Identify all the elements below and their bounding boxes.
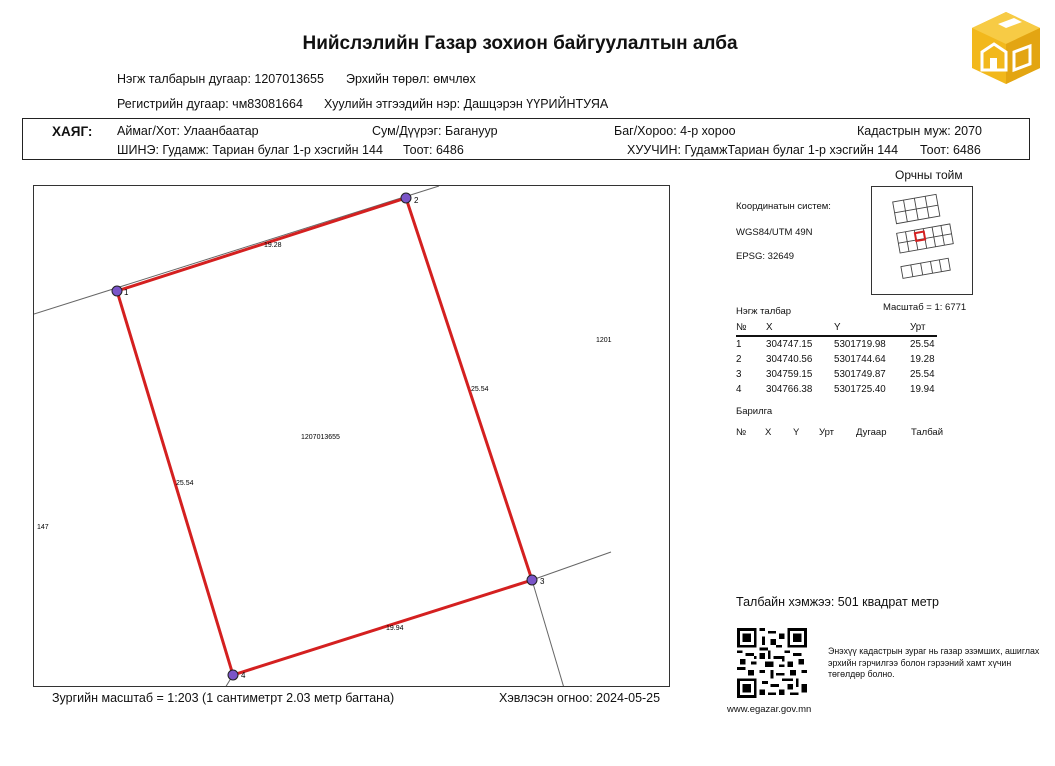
cell-no: 3 [736, 369, 742, 380]
parcel-id-label: 1207013655 [301, 434, 340, 441]
neighbor-parcel-label: 147 [37, 524, 49, 531]
address-cadastral-zone: Кадастрын муж: 2070 [857, 124, 983, 138]
address-old-toot: Тоот: 6486 [920, 143, 981, 157]
right-type: Эрхийн төрөл: өмчлөх [346, 72, 476, 86]
table-row [736, 352, 937, 367]
epsg-code: EPSG: 32649 [736, 251, 795, 262]
table-header: X [765, 427, 772, 438]
cell-no: 2 [736, 354, 742, 365]
overview-minimap-drawing [872, 187, 972, 294]
edge-length-2-3: 25.54 [471, 386, 489, 393]
address-label: ХАЯГ: [52, 124, 93, 139]
cell-y: 5301725.40 [834, 384, 886, 395]
vertex-marker-3 [527, 575, 537, 585]
minimap-title: Орчны тойм [895, 168, 963, 182]
vertex-marker-4 [228, 670, 238, 680]
parcel-drawing [34, 186, 670, 687]
cell-y: 5301744.64 [834, 354, 886, 365]
address-aimag: Аймаг/Хот: Улаанбаатар [117, 124, 259, 138]
parcel-section-title: Нэгж талбар [736, 306, 792, 317]
egazar-logo-icon [968, 8, 1044, 88]
address-new-toot: Тоот: 6486 [403, 143, 464, 157]
table-row [736, 336, 937, 352]
cell-y: 5301719.98 [834, 339, 886, 350]
cell-x: 304766.38 [766, 384, 813, 395]
address-bag: Баг/Хороо: 4-р хороо [614, 124, 736, 138]
table-row [736, 382, 937, 397]
qr-code-icon [737, 628, 807, 698]
parcel-number: Нэгж талбарын дугаар: 1207013655 [117, 72, 324, 86]
cell-no: 4 [736, 384, 742, 395]
address-new: ШИНЭ: Гудамж: Тариан булаг 1-р хэсгийн 144 [117, 143, 383, 157]
neighbor-boundary-line [532, 580, 564, 687]
print-date: Хэвлэсэн огноо: 2024-05-25 [499, 691, 661, 705]
page-title: Нийслэлийн Газар зохион байгуулалтын алба [302, 33, 738, 54]
map-scale-text: Зургийн масштаб = 1:203 (1 сантиметрт 2.03 метр багтана) [52, 691, 395, 705]
cadastral-map [33, 185, 670, 687]
edge-length-3-4: 19.94 [386, 625, 404, 632]
table-header: № [736, 427, 747, 438]
table-header: X [766, 322, 773, 333]
table-header: Дугаар [856, 427, 887, 438]
coord-system-value: WGS84/UTM 49N [736, 227, 813, 238]
cell-length: 25.54 [910, 339, 935, 350]
vertex-marker-1 [112, 286, 122, 296]
table-row [736, 367, 937, 382]
vertex-marker-2 [401, 193, 411, 203]
edge-length-1-2: 19.28 [264, 242, 282, 249]
cell-no: 1 [736, 339, 742, 350]
neighbor-boundary-line [34, 186, 439, 314]
coord-system-label: Координатын систем: [736, 201, 831, 212]
address-old: ХУУЧИН: ГудамжТариан булаг 1-р хэсгийн 144 [627, 143, 899, 157]
website-link[interactable]: www.egazar.gov.mn [727, 704, 812, 715]
area-size: Талбайн хэмжээ: 501 квадрат метр [736, 595, 939, 609]
vertex-label-4: 4 [241, 671, 246, 680]
neighbor-boundary-line [532, 552, 611, 580]
neighbor-parcel-label: 1201 [596, 337, 612, 344]
edge-length-4-1: 25.54 [176, 480, 194, 487]
cell-x: 304740.56 [766, 354, 813, 365]
cell-length: 19.28 [910, 354, 935, 365]
address-sum: Сум/Дүүрэг: Багануур [372, 124, 498, 138]
cell-length: 19.94 [910, 384, 935, 395]
minimap-scale: Масштаб = 1: 6771 [883, 302, 967, 313]
cell-y: 5301749.87 [834, 369, 886, 380]
table-header: Урт [819, 427, 835, 438]
parcel-coordinates-table [736, 320, 937, 397]
table-header: Y [793, 427, 800, 438]
table-header: № [736, 322, 747, 333]
register-number: Регистрийн дугаар: чм83081664 [117, 97, 303, 111]
building-section-title: Барилга [736, 406, 773, 417]
cell-x: 304759.15 [766, 369, 813, 380]
vertex-label-2: 2 [414, 196, 419, 205]
cell-length: 25.54 [910, 369, 935, 380]
table-header: Y [834, 322, 841, 333]
validity-note: Энэхүү кадастрын зураг нь газар эзэмших, ашиглах эрхийн гэрчилгээ болон гэрээний хамт хүчин төгөлдөр болно. [828, 646, 1040, 679]
vertex-label-1: 1 [124, 288, 129, 297]
cell-x: 304747.15 [766, 339, 813, 350]
overview-minimap [871, 186, 973, 295]
table-header: Талбай [911, 427, 944, 438]
owner-name: Хуулийн этгээдийн нэр: Дашцэрэн ҮҮРИЙНТУЯА [324, 97, 609, 111]
table-header: Урт [910, 322, 926, 333]
vertex-label-3: 3 [540, 577, 545, 586]
